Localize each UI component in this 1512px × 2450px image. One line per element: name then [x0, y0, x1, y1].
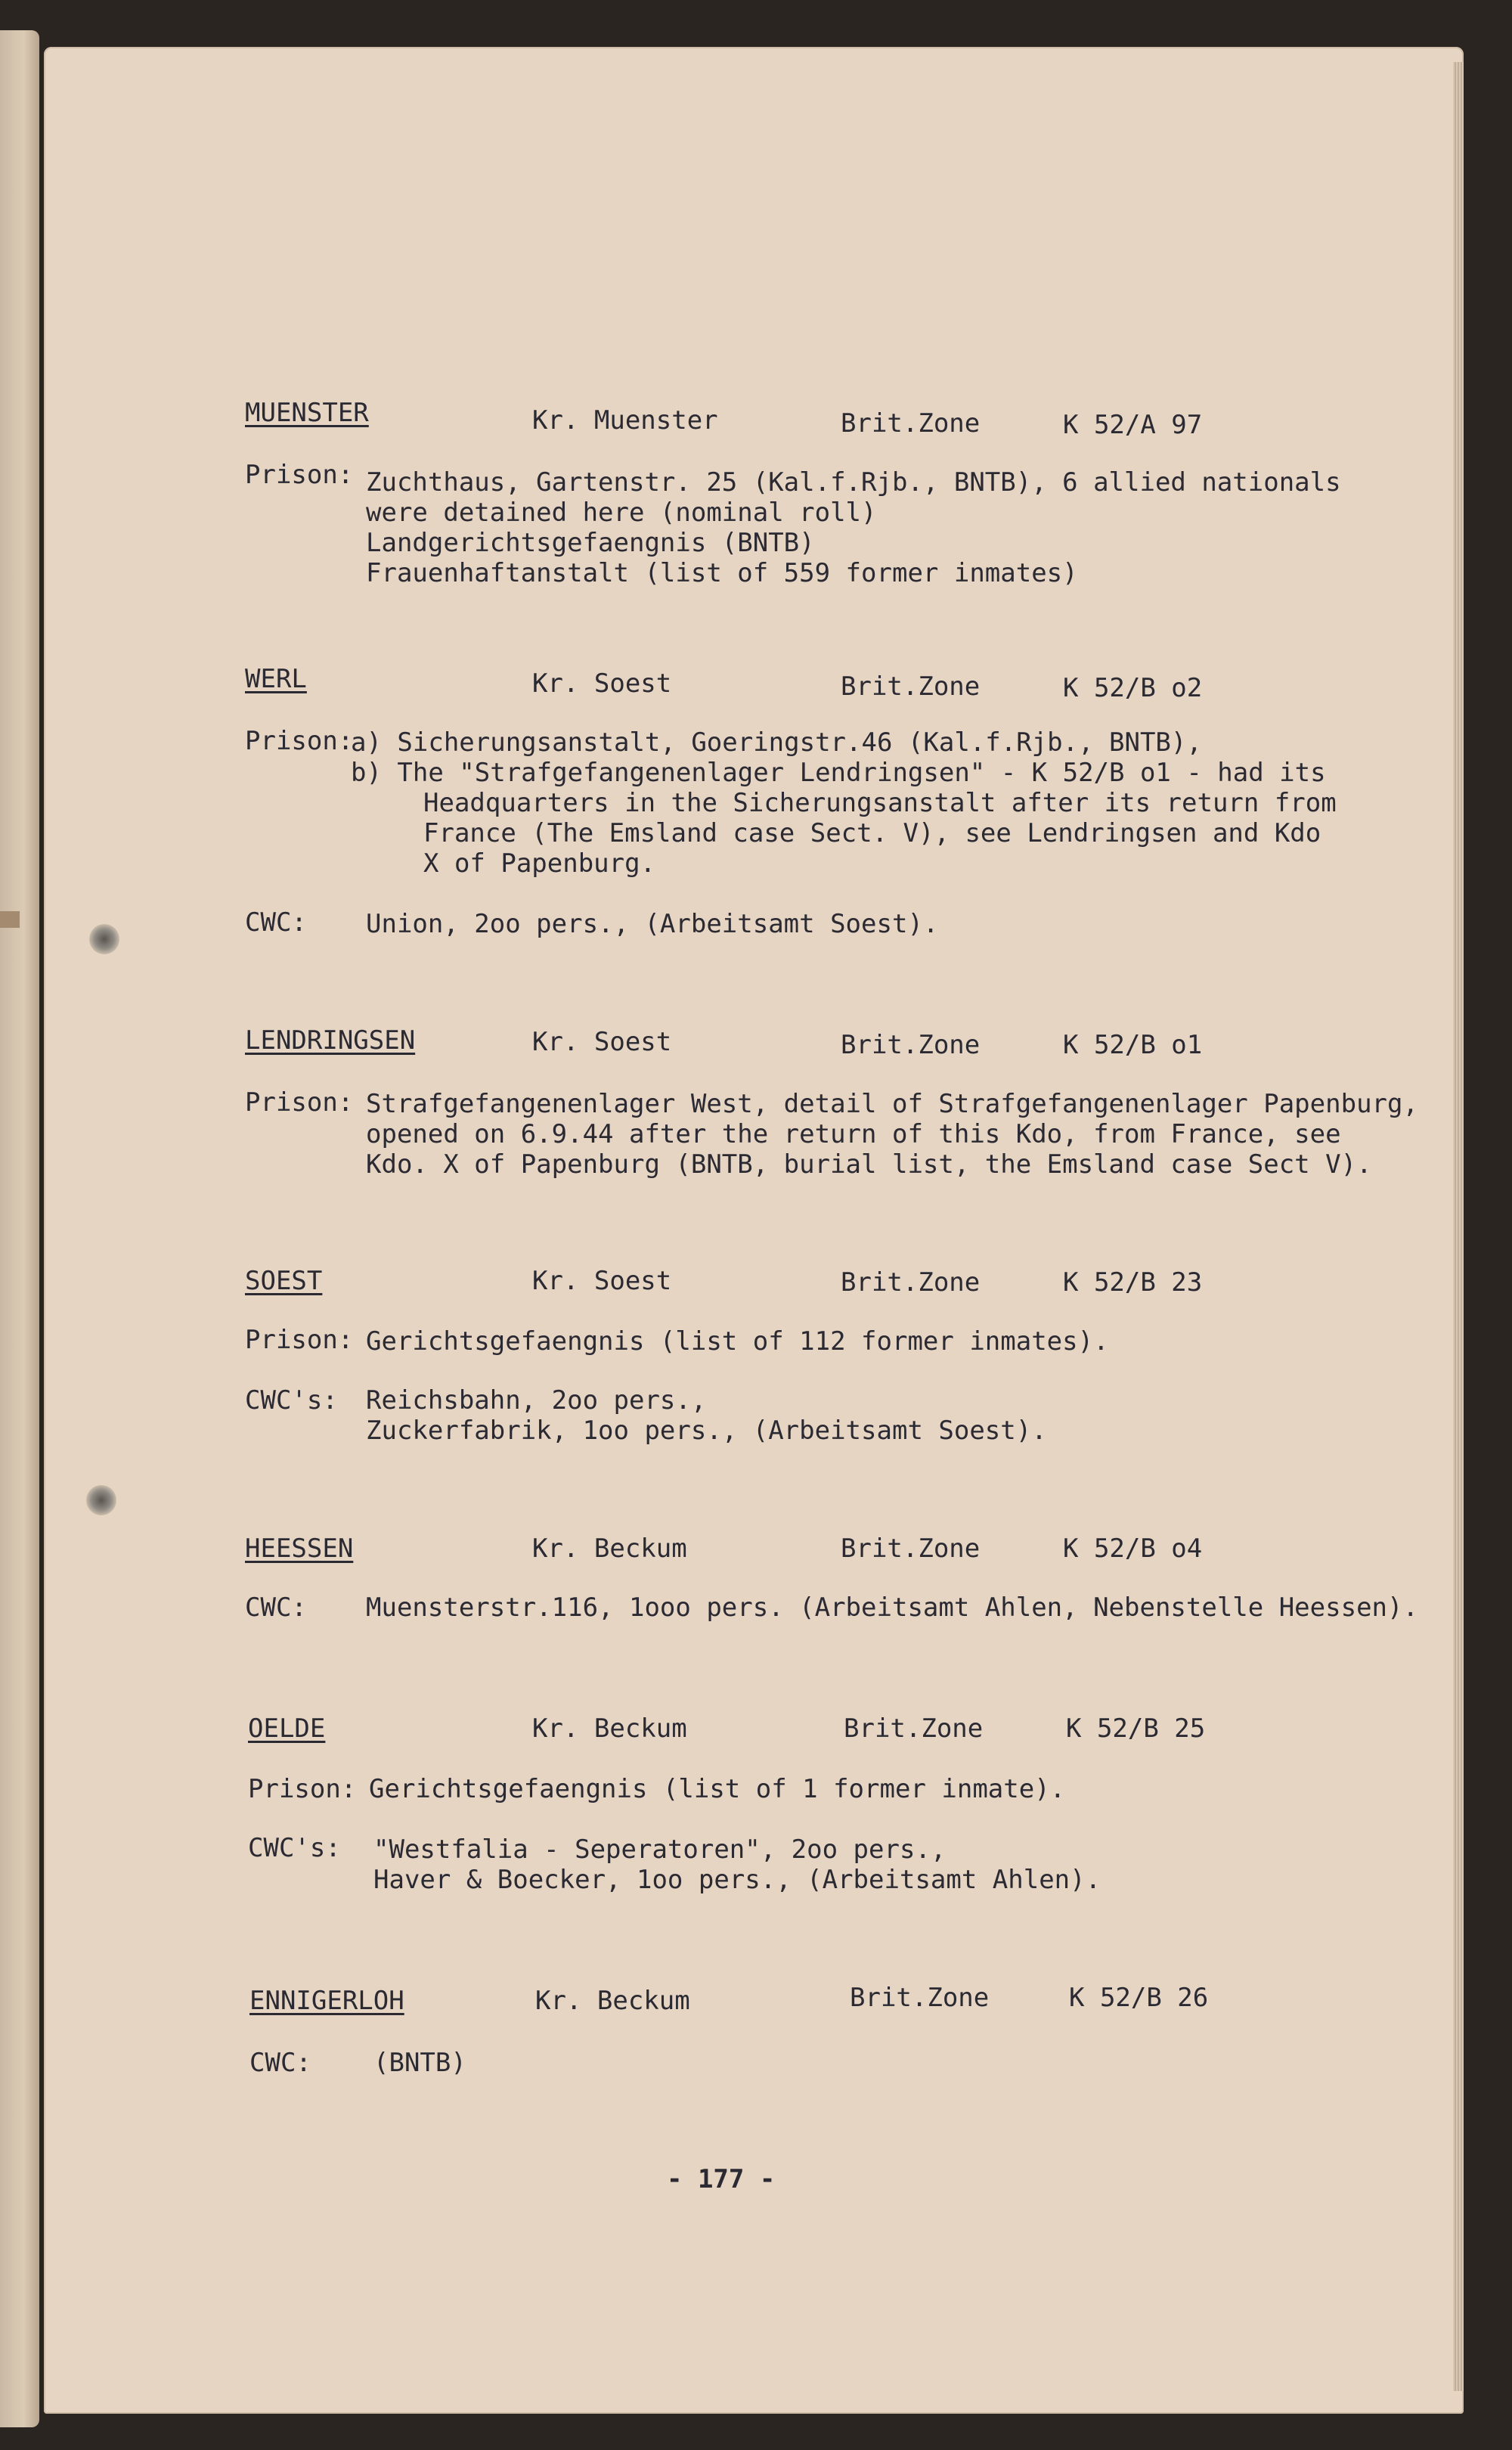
entry-line: Muensterstr.116, 1ooo pers. (Arbeitsamt Ahlen, Nebenstelle Heessen).	[366, 1592, 1418, 1623]
entry-line: Frauenhaftanstalt (list of 559 former inmates)	[366, 558, 1078, 588]
reference-code: K 52/B 23	[1063, 1267, 1203, 1298]
document-page	[44, 47, 1464, 2414]
reference-code: K 52/B o2	[1063, 673, 1203, 703]
entry-line: Kdo. X of Papenburg (BNTB, burial list, the Emsland case Sect V).	[366, 1149, 1372, 1180]
page-tab	[0, 911, 20, 928]
reference-code: K 52/A 97	[1063, 410, 1203, 440]
entry-line: Gerichtsgefaengnis (list of 1 former inmate).	[369, 1774, 1066, 1804]
entry-label: CWC:	[249, 2048, 311, 2078]
entry-line: "Westfalia - Seperatoren", 2oo pers.,	[373, 1834, 947, 1865]
entry-line: Strafgefangenenlager West, detail of Strafgefangenenlager Papenburg,	[366, 1089, 1418, 1119]
entry-line: were detained here (nominal roll)	[366, 498, 877, 528]
entry-line: Gerichtsgefaengnis (list of 112 former inmates).	[366, 1326, 1109, 1357]
place-name: MUENSTER	[245, 398, 369, 428]
binding-hole	[89, 924, 119, 954]
entry-line: opened on 6.9.44 after the return of this Kdo, from France, see	[366, 1119, 1341, 1149]
place-name: SOEST	[245, 1266, 323, 1296]
place-name: OELDE	[248, 1713, 326, 1744]
reference-code: K 52/B 26	[1069, 1983, 1209, 2013]
district: Kr. Beckum	[532, 1713, 687, 1744]
page-number: - 177 -	[667, 2164, 776, 2194]
entry-line: Zuchthaus, Gartenstr. 25 (Kal.f.Rjb., BNTB), 6 allied nationals	[366, 467, 1341, 498]
entry-line: Union, 2oo pers., (Arbeitsamt Soest).	[366, 909, 939, 939]
zone: Brit.Zone	[841, 1030, 981, 1060]
zone: Brit.Zone	[841, 1267, 981, 1298]
entry-line: France (The Emsland case Sect. V), see Lendringsen and Kdo	[423, 818, 1321, 848]
district: Kr. Soest	[532, 668, 672, 699]
entry-label: Prison:	[248, 1774, 357, 1804]
entry-line: b) The "Strafgefangenenlager Lendringsen" - K 52/B o1 - had its	[351, 758, 1326, 788]
place-name: WERL	[245, 664, 307, 694]
entry-line: Headquarters in the Sicherungsanstalt after its return from	[423, 788, 1337, 818]
district: Kr. Muenster	[532, 405, 718, 436]
entry-label: Prison:	[245, 1325, 354, 1355]
binding-hole	[86, 1485, 116, 1515]
entry-label: CWC's:	[245, 1385, 338, 1416]
zone: Brit.Zone	[850, 1983, 990, 2013]
entry-line: Haver & Boecker, 1oo pers., (Arbeitsamt Ahlen).	[373, 1865, 1101, 1895]
district: Kr. Beckum	[535, 1986, 690, 2016]
entry-label: Prison:	[245, 1087, 354, 1118]
entry-label: CWC:	[245, 907, 307, 938]
reference-code: K 52/B o1	[1063, 1030, 1203, 1060]
reference-code: K 52/B o4	[1063, 1534, 1203, 1564]
entry-line: Reichsbahn, 2oo pers.,	[366, 1385, 707, 1416]
zone: Brit.Zone	[841, 671, 981, 702]
place-name: LENDRINGSEN	[245, 1025, 416, 1056]
district: Kr. Soest	[532, 1027, 672, 1057]
district: Kr. Soest	[532, 1266, 672, 1296]
entry-line: Landgerichtsgefaengnis (BNTB)	[366, 528, 815, 558]
place-name: ENNIGERLOH	[249, 1986, 404, 2016]
entry-label: CWC:	[245, 1592, 307, 1623]
entry-label: Prison:	[245, 726, 354, 756]
entry-line: Zuckerfabrik, 1oo pers., (Arbeitsamt Soest).	[366, 1416, 1047, 1446]
entry-line: a) Sicherungsanstalt, Goeringstr.46 (Kal.f.Rjb., BNTB),	[351, 727, 1202, 758]
district: Kr. Beckum	[532, 1534, 687, 1564]
zone: Brit.Zone	[841, 1534, 981, 1564]
entry-label: Prison:	[245, 460, 354, 490]
page-stack-edge	[1453, 62, 1464, 2391]
zone: Brit.Zone	[844, 1713, 984, 1744]
place-name: HEESSEN	[245, 1534, 354, 1564]
reference-code: K 52/B 25	[1066, 1713, 1206, 1744]
entry-line: (BNTB)	[373, 2048, 466, 2078]
facing-page-edge	[0, 30, 39, 2427]
entry-line: X of Papenburg.	[423, 848, 656, 879]
zone: Brit.Zone	[841, 408, 981, 439]
entry-label: CWC's:	[248, 1833, 341, 1863]
